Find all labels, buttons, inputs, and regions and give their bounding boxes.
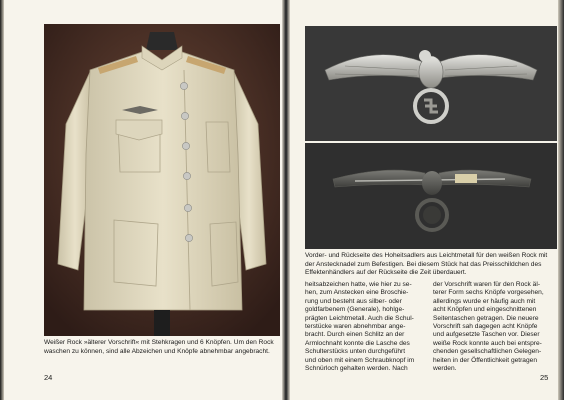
book-gutter	[282, 0, 290, 400]
eagle-front-photo	[305, 26, 557, 141]
eagle-front-illustration	[305, 26, 557, 141]
eagle-back-illustration	[305, 143, 557, 249]
body-text-column-1: heitsabzeichen hatte, wie hier zu se- hen, zum Anstecken eine Broschie- rung und besteht aus silber- oder goldfarbenem (Generale), hohlge- prägten Leichtmetall. Auch die Schul- terstücke waren abnehmbar ange- bracht. Durch einen Schlitz an der Armlochnaht konnte die Lasche des Schulterstücks unten durchgeführt und oben mit einem Schraubknopf im Schnürloch gehalten werden. Nach	[305, 281, 415, 373]
body-text-column-2: der Vorschrift waren für den Rock äl- terer Form sechs Knöpfe vorgesehen, allerdings wurde er häufig auch mit acht Knöpfen und eingeschnittenen Seitentaschen getragen. Die neuere Vorschrift sah dagegen acht Knöpfe und aufgesetzte Taschen vor. Dieser weiße Rock konnte auch bei entspre- chenden gesellschaftlichen Gelegen- heiten in der Öffentlichkeit getragen werden.	[433, 281, 544, 373]
left-page-edge	[0, 0, 4, 400]
white-jacket-illustration	[44, 24, 280, 336]
page-number-right: 25	[540, 373, 549, 382]
page-number-left: 24	[44, 373, 53, 382]
right-page-edge	[558, 0, 564, 400]
white-jacket-photo	[44, 24, 280, 336]
eagle-back-photo	[305, 143, 557, 249]
eagle-photos-caption: Vorder- und Rückseite des Hoheitsadlers aus Leichtmetall für den weißen Rock mit der Anstecknadel zum Befestigen. Bei diesem Stück hat das Preisschildchen des Effektenhändlers auf der Rückseite die Zeit überdauert.	[305, 252, 548, 277]
jacket-photo-caption: Weißer Rock »älterer Vorschrift« mit Stehkragen und 6 Knöpfen. Um den Rock waschen zu können, sind alle Abzeichen und Knöpfe abnehmbar angebracht.	[44, 339, 274, 355]
